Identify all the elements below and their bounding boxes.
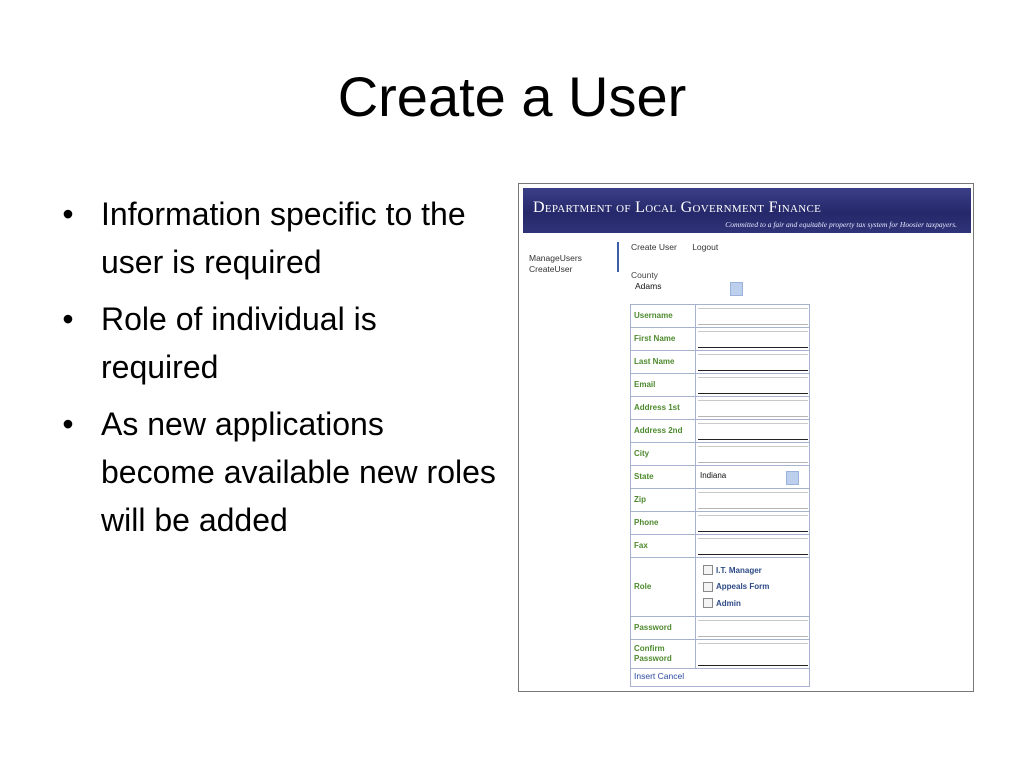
field-label: City [631, 443, 696, 465]
county-label: County [631, 270, 658, 280]
cancel-link[interactable]: Cancel [657, 671, 685, 681]
form-row [631, 466, 809, 489]
form-row [631, 535, 809, 558]
bullet-icon: • [62, 301, 74, 337]
nav-create-user[interactable]: CreateUser [529, 264, 573, 274]
form-row [631, 640, 809, 669]
department-name: Department of Local Government Finance [533, 199, 822, 216]
menu-create-user[interactable]: Create User [631, 242, 677, 252]
department-tagline: Committed to a fair and equitable property tax system for Hoosier taxpayers. [725, 220, 957, 229]
top-menu [631, 242, 731, 252]
bullet-item [58, 400, 498, 544]
left-nav [529, 253, 582, 275]
field-label: Role [631, 558, 696, 616]
first-name-input[interactable] [698, 331, 808, 348]
bullet-text: Role of individual is required [101, 301, 377, 385]
form-row [631, 351, 809, 374]
bullet-list [58, 190, 498, 553]
form-row [631, 489, 809, 512]
address1-input[interactable] [698, 400, 808, 417]
zip-input[interactable] [698, 492, 808, 509]
form-row [631, 617, 809, 640]
field-label: Username [631, 305, 696, 327]
form-row [631, 443, 809, 466]
state-select[interactable]: Indiana [700, 471, 727, 480]
nav-divider [617, 242, 619, 272]
slide-title: Create a User [337, 65, 687, 128]
app-screenshot [518, 183, 974, 692]
bullet-text: Information specific to the user is required [101, 196, 466, 280]
insert-link[interactable]: Insert [634, 671, 656, 681]
username-input[interactable] [698, 308, 808, 325]
confirm-password-input[interactable] [698, 643, 808, 666]
form-row [631, 512, 809, 535]
state-dropdown-icon[interactable] [786, 471, 799, 485]
field-label: Last Name [631, 351, 696, 373]
field-label: Phone [631, 512, 696, 534]
email-input[interactable] [698, 377, 808, 394]
field-label: Password [631, 617, 696, 639]
field-label: Zip [631, 489, 696, 511]
field-label: State [631, 466, 696, 488]
fax-input[interactable] [698, 538, 808, 555]
role-option[interactable]: Admin [703, 595, 809, 612]
role-option[interactable]: I.T. Manager [703, 562, 809, 579]
checkbox-icon[interactable] [703, 582, 713, 592]
county-select[interactable]: Adams [635, 281, 662, 291]
form-row [631, 328, 809, 351]
last-name-input[interactable] [698, 354, 808, 371]
create-user-form [630, 304, 810, 687]
form-row [631, 374, 809, 397]
field-label: Address 1st [631, 397, 696, 419]
checkbox-icon[interactable] [703, 598, 713, 608]
bullet-icon: • [62, 406, 74, 442]
form-actions [631, 669, 809, 686]
role-option[interactable]: Appeals Form [703, 579, 809, 596]
checkbox-icon[interactable] [703, 565, 713, 575]
password-input[interactable] [698, 620, 808, 637]
form-row [631, 420, 809, 443]
role-options [696, 558, 809, 616]
county-dropdown-icon[interactable] [730, 282, 743, 296]
bullet-item [58, 190, 498, 286]
address2-input[interactable] [698, 423, 808, 440]
menu-logout[interactable]: Logout [692, 242, 719, 252]
field-label: Fax [631, 535, 696, 557]
field-label: Confirm Password [631, 640, 696, 668]
bullet-icon: • [62, 196, 74, 232]
field-label: First Name [631, 328, 696, 350]
form-row [631, 305, 809, 328]
form-row [631, 558, 809, 617]
bullet-text: As new applications become available new roles will be added [101, 406, 496, 538]
form-row [631, 397, 809, 420]
phone-input[interactable] [698, 515, 808, 532]
nav-manage-users[interactable]: ManageUsers [529, 253, 582, 263]
city-input[interactable] [698, 446, 808, 463]
app-banner [523, 188, 971, 233]
field-label: Address 2nd [631, 420, 696, 442]
bullet-item [58, 295, 498, 391]
field-label: Email [631, 374, 696, 396]
